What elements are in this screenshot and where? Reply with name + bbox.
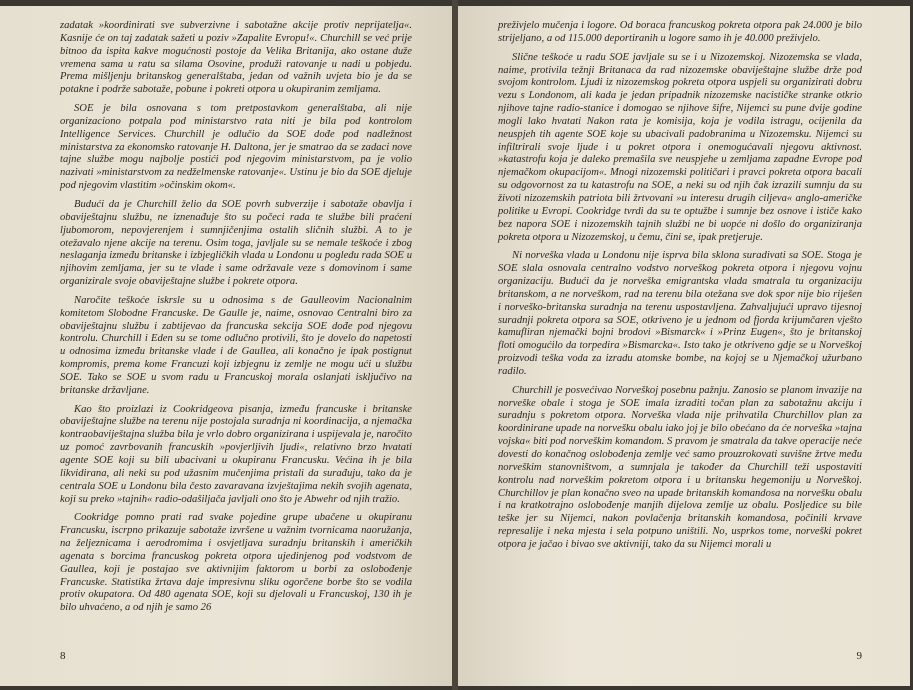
paragraph: Ni norveška vlada u Londonu nije isprva bila sklona suradivati sa SOE. Stoga je SOE slala osnovala centralno vodstvo norveškog pokreta otpora i njegovu vojnu organizaciju. Budući da je norveška emigrantska vlada smatrala tu organizaciju britanskom, a ne norveškom, rad na terenu bila otežana sve dok spor nije bio riješen i norveško-britanska suradnja na terenu uspostavljena. Zahvaljujući upravo tijesnoj suradnji pokreta otpora sa SOE, otkriveno je u jednom od fjorda krijumčaren vješto kamufliran njemački bojni brodovi »Bismarck« i »Prinz Eugen«, što je britanskoj floti omogućilo da torpedira »Bismarcka«. Isto tako je otkriveno gdje se u Norveškoj proizvodi teška voda za izradu atomske bombe, na kojoj se u Njemačkoj užurbano radilo. — [498, 250, 862, 377]
paragraph: Budući da je Churchill želio da SOE povrh subverzije i sabotaže obavlja i obaviještajnu službu, ne iznenađuje što su počeci rada te službe bili praćeni ljubomorom, nepovjerenjem i sumnjičenjima ostalih sličnih službi. A to je otežavalo njene akcije na terenu. Osim toga, javljale su se nemale teškoće i zbog neslaganja između britanske i izbjegličkih vlada u Londonu u pogledu rada SOE u njihovim zemljama, jer su te vlade i same održavale veze s domovinom i same organizirale svoje obaviještajne službe i pokrete otpora. — [60, 198, 412, 288]
page-number: 9 — [856, 650, 862, 662]
paragraph: Churchill je posvećivao Norveškoj posebnu pažnju. Zanosio se planom invazije na norveške obale i stoga je SOE imala izraditi točan plan za sabotažnu akciju i suradnju s pokretom otpora. Norveška vlada nije prihvatila Churchillov plan za koordinirane upade na norvešku obalu iako joj je bilo obećano da će norveška »tajna vojska« biti pod norveškim komandom. S pravom je smatrala da takve operacije neće dovesti do konačnog oslobođenja zemlje već samo prouzrokovati suvišne žrtve među norveškim stanovništvom, a sumnjala je također da Churchill teži uspostaviti kontrolu nad norveškim pokretom otpora i u britansku hegemoniju u Norveškoj. Churchillov je plan konačno sveo na upade britanskih komandosa na norvešku obalu i na kratkotrajno oslobođenje manjih dijelova zemlje uz obalu. Posljedice su bile teške jer su Nijemci, nakon povlačenja britanskih komandosa, počinili krvave represalije i neka mjesta i sela potpuno uništili. No, usprkos tome, norveški pokret otpora je jačao i bivao sve aktivniji, tako da su Nijemci morali u — [498, 384, 862, 550]
paragraph: Kao što proizlazi iz Cookridgeova pisanja, između francuske i britanske obaviještajne službe na terenu nije postojala suradnja ni koordinacija, a njemačka kontraobaviještajna služba bila je vrlo dobro organizirana i uspijevala je, naročito uz pomoć zavrbovanih francuskih »povjerljivih ljudi«, relativno brzo hvatati agente SOE koji su bili ubacivani u okupiranu Francusku. Većina ih je bila likvidirana, ali neki su pod užasnim mučenjima pristali da surađuju, tako da je centrala SOE u Londonu bila često zavaravana izvještajima nekih svojih agenata, koji su preko »tajnih« radio-odašiljača javljali ono što je Abwehr od njih tražio. — [60, 403, 412, 505]
left-page — [0, 6, 452, 686]
paragraph: zadatak »koordinirati sve subverzivne i sabotažne akcije protiv neprijatelja«. Kasnije će on taj zadatak sažeti u poziv »Zapalite Evropu!«. Churchill se već prije bitnoo da ispita kakve mogućnosti postoje da Velika Britanija, ako ostane duže vremena sama u ratu sa silama Osovine, produži ratovanje u nadi u pobjedu. Prema mišljenju britanskog generalštaba, jedan od važnih uvjeta bio je da se potakne i podrže sabotaže, pobune i pokreti otpora u okupiranim zemljama. — [60, 20, 412, 96]
paragraph: Naročite teškoće iskrsle su u odnosima s de Gaulleovim Nacionalnim komitetom Slobodne Francuske. De Gaulle je, naime, osnovao Centralni biro za obaviještajnu službu i zabtijevao da francuska sekcija SOE dođe pod njegovu kontrolu. Churchill i Eden su se tome odlučno protivili, što je dovelo do napetosti u odnosima između britanske vlade i de Gaullea, ali konačno je ipak postignut kompromis, prema kome Francuzi koji izbjegnu iz zemlje ne mogu ući u službu SOE. Tako se SOE u svom radu u Francuskoj morala oslanjati isključivo na britanske državljane. — [60, 294, 412, 396]
paragraph: Slične teškoće u radu SOE javljale su se i u Nizozemskoj. Nizozemska se vlada, naime, protivila težnji Britanaca da rad nizozemske obaviještajne službe drže pod svojom kontrolom. Ljudi iz nizozemskog pokreta otpora uspjeli su organizirati dobru vezu s Londonom, ali kada je jedan pripadnik nizozemske nacističke stranke otkrio njihove tajne radio-stanice i domogao se njihove šifre, Nijemci su pune dvije godine mogli lako hvatati Nakon rata je komisija, koja je vodila istragu, ocijenila da neuspjeh tih agente SOE koje su ubacivali padobranima u Nizozemsku. Nijemci su infiltrirali svoje ljude i u pokret otpora i onemogućavali njegovu aktivnost. »katastrofu koja je daleko premašila sve neuspjehe u zemljama zapadne Evrope pod njemačkom okupacijom«. Mnogi nizozemski političari i pravci pokreta otpora bacali su odgovornost za tu katastrofu na SOE, a neki su od njih čak izrazili sumnju da su životi nizozemskih patriota bili žrtvovani »u interesu drugih ciljeva« anglo-američke politike u Evropi. Cookridge tvrdi da su te optužbe i sumnje bez osnove i ističe kako bez napora SOE i nizozemskih tajnih službi ne bi uopće ni došlo do organiziranja pokreta otpora u Nizozemskoj, u čemu, čini se, ipak pretjeruje. — [498, 51, 862, 243]
right-page-text — [498, 20, 862, 558]
left-page-text — [60, 20, 412, 621]
page-number: 8 — [60, 650, 66, 662]
paragraph: preživjelo mučenja i logore. Od boraca francuskog pokreta otpora pak 24.000 je bilo strijeljano, a od 115.000 deportiranih u logore samo ih je 40.000 preživjelo. — [498, 20, 862, 44]
right-page — [458, 6, 910, 686]
paragraph: Cookridge pomno prati rad svake pojedine grupe ubačene u okupiranu Francusku, iscrpno prikazuje sabotaže izvršene u važnim tvornicama naoružanja, na željeznicama i aerodromima i osvjetljava suradnju britanskih i američkih agenata s borcima francuskog pokreta otpora ujedinjenog pod vodstvom de Gaullea, koji je postajao sve aktivnijim faktorom u borbi za oslobođenje Francuske. Statistika žrtava daje impresivnu sliku ogorčene borbe što se vodila protiv okupatora. Od 480 agenata SOE, koji su djelovali u Francuskoj, 130 ih je bilo uhvaćeno, a od njih je samo 26 — [60, 512, 412, 614]
paragraph: SOE je bila osnovana s tom pretpostavkom generalštaba, ali nije organizaciono potpala pod ministarstvo rata niti je bila pod kontrolom Intelligence Services. Churchill je odlučio da SOE dođe pod nadležnost ministarstva za ekonomsko ratovanje H. Daltona, jer je smatrao da se zadaci nove tajne službe mogu najbolje postići pod njegovim ministarstvom, pa je volio nazivati »ministarstvom za nedželmenske ratovanje«. Ustinu je bio da SOE djeluje pod njegovim vlastitim »očinskim okom«. — [60, 103, 412, 192]
